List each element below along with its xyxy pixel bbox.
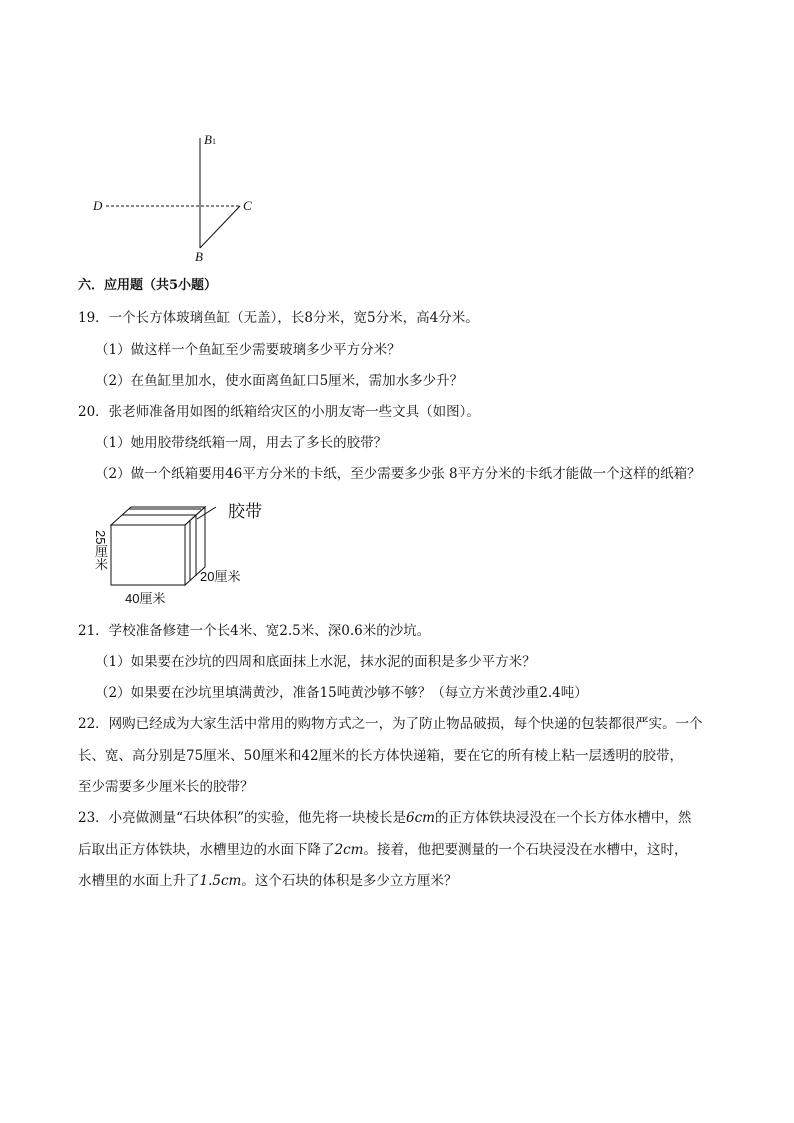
q23-line2: 后取出正方体铁块，水槽里边的水面下降了2cm。接着，他把要测量的一个石块浸没在水槽中，这时， bbox=[78, 842, 688, 858]
label-c: C bbox=[243, 198, 252, 213]
q19-stem: 19．一个长方体玻璃鱼缸（无盖），长8分米，宽5分米，高4分米。 bbox=[78, 310, 479, 326]
q23-line3: 水槽里的水面上升了1.5cm。这个石块的体积是多少立方厘米？ bbox=[78, 873, 458, 889]
q19-part2: （2）在鱼缸里加水，使水面离鱼缸口5厘米，需加水多少升？ bbox=[95, 373, 464, 389]
q23-line1: 23．小亮做测量“石块体积”的实验，他先将一块棱长是6cm的正方体铁块浸没在一个长方体水槽中，然 bbox=[78, 810, 692, 826]
box-length-label: 40厘米 bbox=[125, 591, 166, 606]
label-b1: B1 bbox=[204, 132, 216, 147]
q20-stem: 20．张老师准备用如图的纸箱给灾区的小朋友寄一些文具（如图）。 bbox=[78, 404, 480, 420]
box-height-label: 25厘米 bbox=[93, 530, 108, 571]
tape-label: 胶带 bbox=[228, 502, 262, 521]
q19-part1: （1）做这样一个鱼缸至少需要玻璃多少平方分米？ bbox=[95, 342, 401, 358]
q21-part2: （2）如果要在沙坑里填满黄沙，准备15吨黄沙够不够？（每立方米黄沙重2.4吨） bbox=[95, 685, 588, 701]
q21-part1: （1）如果要在沙坑的四周和底面抹上水泥，抹水泥的面积是多少平方米？ bbox=[95, 654, 536, 670]
q21-stem: 21．学校准备修建一个长4米、宽2.5米、深0.6米的沙坑。 bbox=[78, 623, 431, 639]
q22-line3: 至少需要多少厘米长的胶带？ bbox=[78, 779, 254, 795]
segment-b-c bbox=[200, 206, 240, 248]
q22-line1: 22．网购已经成为大家生活中常用的购物方式之一，为了防止物品破损，每个快递的包装都很严实。一个 bbox=[78, 716, 703, 732]
box-front-face bbox=[111, 525, 185, 585]
q22-line2: 长、宽、高分别是75厘米、50厘米和42厘米的长方体快递箱，要在它的所有棱上粘一层透明的胶带， bbox=[78, 748, 684, 764]
label-d: D bbox=[93, 198, 103, 213]
q20-part1: （1）她用胶带绕纸箱一周，用去了多长的胶带？ bbox=[95, 435, 388, 451]
q20-part2: （2）做一个纸箱要用46平方分米的卡纸，至少需要多少张 8平方分米的卡纸才能做一个这样的纸箱？ bbox=[95, 466, 701, 482]
label-b: B bbox=[195, 249, 203, 264]
box-width-label: 20厘米 bbox=[200, 569, 241, 584]
box-top-face bbox=[111, 507, 205, 525]
section-title: 六．应用题（共5小题） bbox=[78, 278, 218, 293]
